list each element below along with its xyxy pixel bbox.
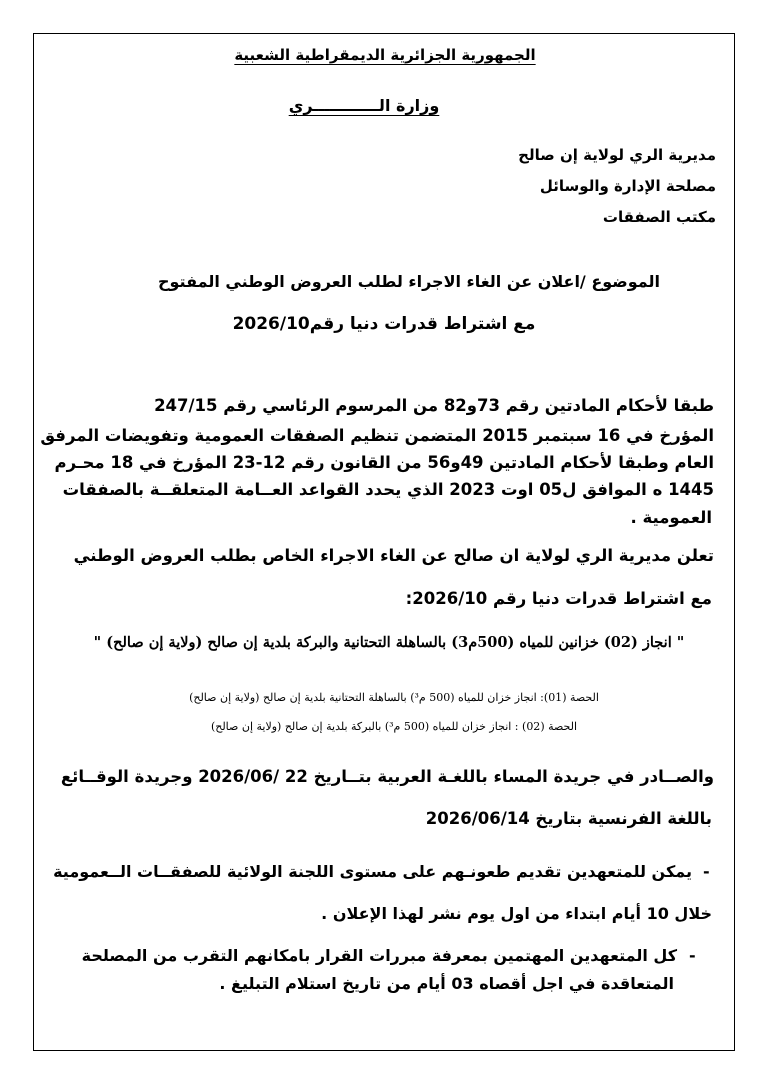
publication-line-2: باللغة الفرنسية بتاريخ 2026/06/14 — [425, 809, 712, 828]
preamble-line-1: طبقا لأحكام المادتين رقم 73و82 من المرسوم الرئاسي رقم 247/15 — [154, 396, 714, 415]
preamble-line-4: 1445 ه الموافق ل05 اوت 2023 الذي يحدد القواعد العــامة المتعلقــة بالصفقات — [62, 480, 714, 499]
preamble-line-5: العمومية . — [630, 508, 712, 527]
appeal-line-2: خلال 10 أيام ابتداء من اول يوم نشر لهذا الإعلان . — [321, 904, 712, 923]
notice-line-2: المتعاقدة في اجل أقصاه 03 أيام من تاريخ استلام التبليغ . — [219, 974, 674, 993]
notice-bullet: - — [689, 946, 696, 965]
office-label: مكتب الصفقات — [602, 208, 716, 226]
preamble-line-2: المؤرخ في 16 سبتمبر 2015 المتضمن تنظيم الصفقات العمومية وتفويضات المرفق — [40, 426, 714, 445]
republic-heading: الجمهورية الجزائرية الديمقراطية الشعبية — [234, 46, 536, 64]
lot-2: الحصة (02) : انجاز خزان للمياه (500 م³) بالبركة بلدية إن صالح (ولاية إن صالح) — [210, 720, 578, 733]
publication-line-1: والصــادر في جريدة المساء باللغـة العربية بتــاريخ 22 /2026/06 وجريدة الوقــائع — [60, 767, 714, 786]
directorate-label: مديرية الري لولاية إن صالح — [518, 146, 716, 164]
subject-line-1: الموضوع /اعلان عن الغاء الاجراء لطلب العروض الوطني المفتوح — [157, 272, 661, 291]
announcement-line-1: تعلن مديرية الري لولاية ان صالح عن الغاء الاجراء الخاص بطلب العروض الوطني — [73, 546, 714, 565]
service-label: مصلحة الإدارة والوسائل — [539, 177, 716, 195]
ministry-heading: وزارة الــــــــــــري — [288, 96, 440, 115]
appeal-bullet: - — [703, 862, 710, 881]
appeal-line-1: يمكن للمتعهدين تقديم طعونـهم على مستوى اللجنة الولائية للصفقــات الــعمومية — [53, 862, 692, 881]
project-title: " انجاز (02) خزانين للمياه (500م3) بالساهلة التحتانية والبركة بلدية إن صالح (ولاية إن صالح) " — [93, 634, 685, 651]
subject-line-2: مع اشتراط قدرات دنيا رقم2026/10 — [232, 314, 536, 334]
preamble-line-3: العام وطبقا لأحكام المادتين 49و56 من القانون رقم 12-23 المؤرخ في 18 محـرم — [54, 453, 714, 472]
document-page — [33, 33, 735, 1051]
notice-line-1: كل المتعهدين المهتمين بمعرفة مبررات القرار بامكانهم التقرب من المصلحة — [81, 946, 677, 965]
announcement-line-2: مع اشتراط قدرات دنيا رقم 2026/10: — [405, 589, 712, 608]
lot-1: الحصة (01): انجاز خزان للمياه (500 م³) بالساهلة التحتانية بلدية إن صالح (ولاية إن صالح) — [189, 691, 599, 704]
